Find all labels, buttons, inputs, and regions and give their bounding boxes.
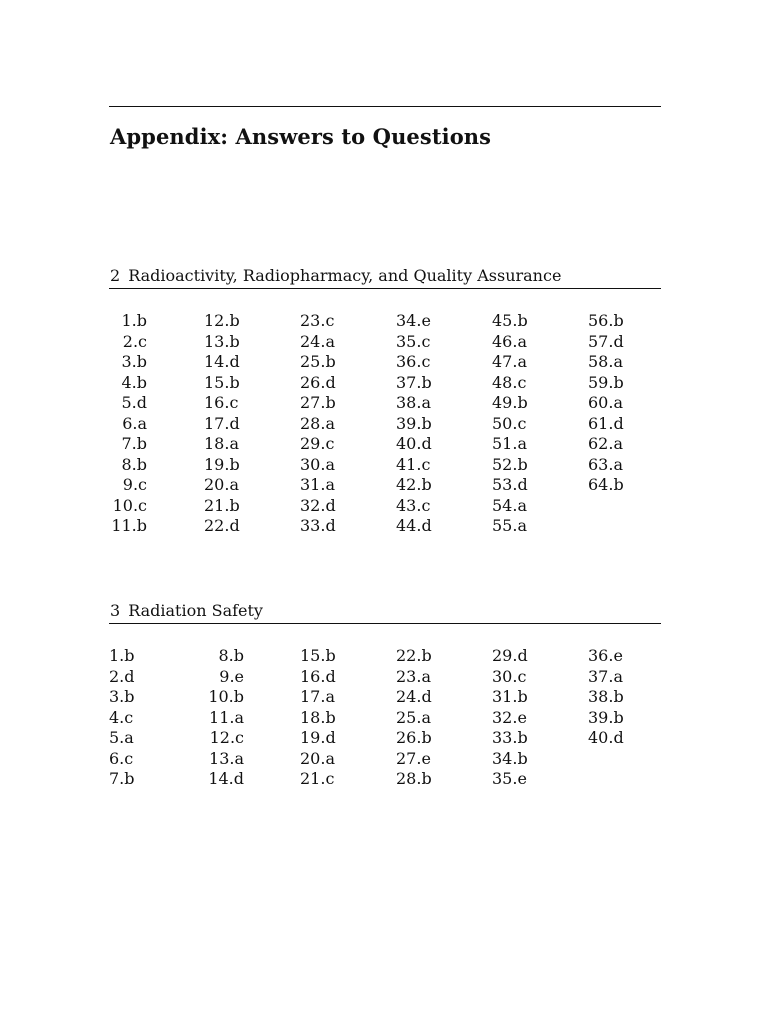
answer-item: 53.d xyxy=(492,475,528,494)
answer-item: 6.c xyxy=(109,748,134,768)
answer-item: 59.b xyxy=(588,372,624,392)
section-title: Radioactivity, Radiopharmacy, and Quality Assurance xyxy=(128,266,562,285)
answer-item: 22.b xyxy=(396,646,432,665)
answer-item: 44.d xyxy=(396,516,432,535)
answer-item: 18.b xyxy=(300,707,336,727)
answer-item: 10.c xyxy=(112,495,147,515)
answer-column xyxy=(109,311,147,537)
answer-item: 29.d xyxy=(492,646,528,665)
answer-item: 3.b xyxy=(109,687,135,706)
answer-item: 34.b xyxy=(492,748,528,768)
answer-item: 36.c xyxy=(396,352,431,371)
answer-column xyxy=(396,646,436,790)
answer-item: 7.b xyxy=(109,769,135,788)
answer-item: 40.d xyxy=(588,728,624,747)
answer-item: 48.c xyxy=(492,372,527,392)
answer-item: 21.c xyxy=(300,769,335,788)
answer-item: 24.a xyxy=(300,331,335,351)
section-radioactivity xyxy=(109,266,661,535)
page-title: Appendix: Answers to Questions xyxy=(110,124,492,149)
answer-item: 54.a xyxy=(492,495,527,515)
section-heading xyxy=(109,601,661,624)
answer-item: 11.b xyxy=(111,516,147,535)
answer-item: 33.b xyxy=(492,728,528,747)
answer-item: 39.b xyxy=(396,413,432,433)
answer-item: 10.b xyxy=(208,687,244,706)
answer-item: 40.d xyxy=(396,434,432,453)
answer-item: 12.b xyxy=(204,311,240,330)
answer-item: 52.b xyxy=(492,454,528,474)
answer-item: 22.d xyxy=(204,516,240,535)
answer-item: 2.d xyxy=(109,666,135,686)
answer-item: 58.a xyxy=(588,352,623,371)
answer-item: 13.a xyxy=(209,748,244,768)
answer-item: 46.a xyxy=(492,331,527,351)
answer-item: 1.b xyxy=(121,311,147,330)
answer-item: 26.b xyxy=(396,728,432,747)
answer-item: 31.a xyxy=(300,475,335,494)
answer-item: 29.c xyxy=(300,434,335,453)
answer-item: 25.b xyxy=(300,352,336,371)
answer-item: 43.c xyxy=(396,495,431,515)
answer-item: 32.d xyxy=(300,495,336,515)
answer-item: 57.d xyxy=(588,331,624,351)
answer-item: 55.a xyxy=(492,516,527,535)
answer-item: 4.c xyxy=(109,707,134,727)
answer-item: 24.d xyxy=(396,687,432,706)
answer-item: 7.b xyxy=(121,434,147,453)
answer-item: 41.c xyxy=(396,454,431,474)
answer-item: 19.b xyxy=(204,454,240,474)
answer-item: 2.c xyxy=(122,331,147,351)
section-heading xyxy=(109,266,661,289)
answer-item: 8.b xyxy=(121,454,147,474)
answer-item: 60.a xyxy=(588,393,623,412)
answer-item: 6.a xyxy=(122,413,147,433)
answer-item: 3.b xyxy=(121,352,147,371)
answer-item: 28.b xyxy=(396,769,432,788)
answer-item: 45.b xyxy=(492,311,528,330)
answer-item: 18.a xyxy=(204,434,239,453)
answer-item: 50.c xyxy=(492,413,527,433)
section-title: Radiation Safety xyxy=(128,601,263,620)
answer-column xyxy=(588,646,628,749)
answer-item: 8.b xyxy=(218,646,244,665)
answer-item: 31.b xyxy=(492,687,528,706)
answer-item: 20.a xyxy=(204,475,239,494)
answer-column xyxy=(588,311,628,496)
answer-item: 13.b xyxy=(204,331,240,351)
answer-column xyxy=(396,311,436,537)
answer-item: 38.a xyxy=(396,393,431,412)
answer-column xyxy=(300,311,340,537)
answer-item: 23.c xyxy=(300,311,335,330)
answer-item: 35.c xyxy=(396,331,431,351)
section-number: 3 xyxy=(110,601,121,620)
answer-item: 28.a xyxy=(300,413,335,433)
answer-item: 64.b xyxy=(588,475,624,494)
answer-item: 30.a xyxy=(300,454,335,474)
answer-item: 5.d xyxy=(121,393,147,412)
answer-column xyxy=(492,646,532,790)
answer-item: 15.b xyxy=(204,372,240,392)
answer-item: 42.b xyxy=(396,475,432,494)
answer-item: 38.b xyxy=(588,687,624,706)
section-radiation-safety xyxy=(109,601,661,788)
answer-item: 4.b xyxy=(121,372,147,392)
answer-item: 15.b xyxy=(300,646,336,665)
answer-column xyxy=(492,311,532,537)
answer-item: 14.d xyxy=(204,352,240,371)
answer-item: 25.a xyxy=(396,707,431,727)
answer-item: 32.e xyxy=(492,707,527,727)
answer-item: 17.a xyxy=(300,687,335,706)
answer-item: 11.a xyxy=(209,707,244,727)
answer-column xyxy=(300,646,340,790)
answer-item: 16.d xyxy=(300,666,336,686)
answer-item: 37.a xyxy=(588,666,623,686)
answer-column xyxy=(204,311,244,537)
answer-item: 51.a xyxy=(492,434,527,453)
answer-column xyxy=(109,646,149,790)
answer-item: 20.a xyxy=(300,748,335,768)
answer-item: 39.b xyxy=(588,707,624,727)
answer-item: 61.d xyxy=(588,413,624,433)
answer-item: 19.d xyxy=(300,728,336,747)
answer-item: 21.b xyxy=(204,495,240,515)
answer-item: 49.b xyxy=(492,393,528,412)
answer-item: 56.b xyxy=(588,311,624,330)
answer-item: 34.e xyxy=(396,311,431,330)
answer-item: 27.b xyxy=(300,393,336,412)
answer-item: 5.a xyxy=(109,728,134,747)
answer-item: 12.c xyxy=(209,728,244,747)
answer-item: 23.a xyxy=(396,666,431,686)
answer-item: 35.e xyxy=(492,769,527,788)
section-number: 2 xyxy=(110,266,121,285)
answer-item: 36.e xyxy=(588,646,623,665)
answer-item: 17.d xyxy=(204,413,240,433)
answer-item: 37.b xyxy=(396,372,432,392)
answer-item: 62.a xyxy=(588,434,623,453)
answer-column xyxy=(204,646,244,790)
answer-item: 26.d xyxy=(300,372,336,392)
answer-item: 63.a xyxy=(588,454,623,474)
top-rule xyxy=(109,106,661,107)
answer-item: 9.e xyxy=(219,666,244,686)
answer-item: 33.d xyxy=(300,516,336,535)
answer-item: 16.c xyxy=(204,393,239,412)
answer-item: 9.c xyxy=(122,475,147,494)
answer-item: 27.e xyxy=(396,748,431,768)
answer-item: 14.d xyxy=(208,769,244,788)
answer-item: 30.c xyxy=(492,666,527,686)
answer-item: 47.a xyxy=(492,352,527,371)
answer-item: 1.b xyxy=(109,646,135,665)
